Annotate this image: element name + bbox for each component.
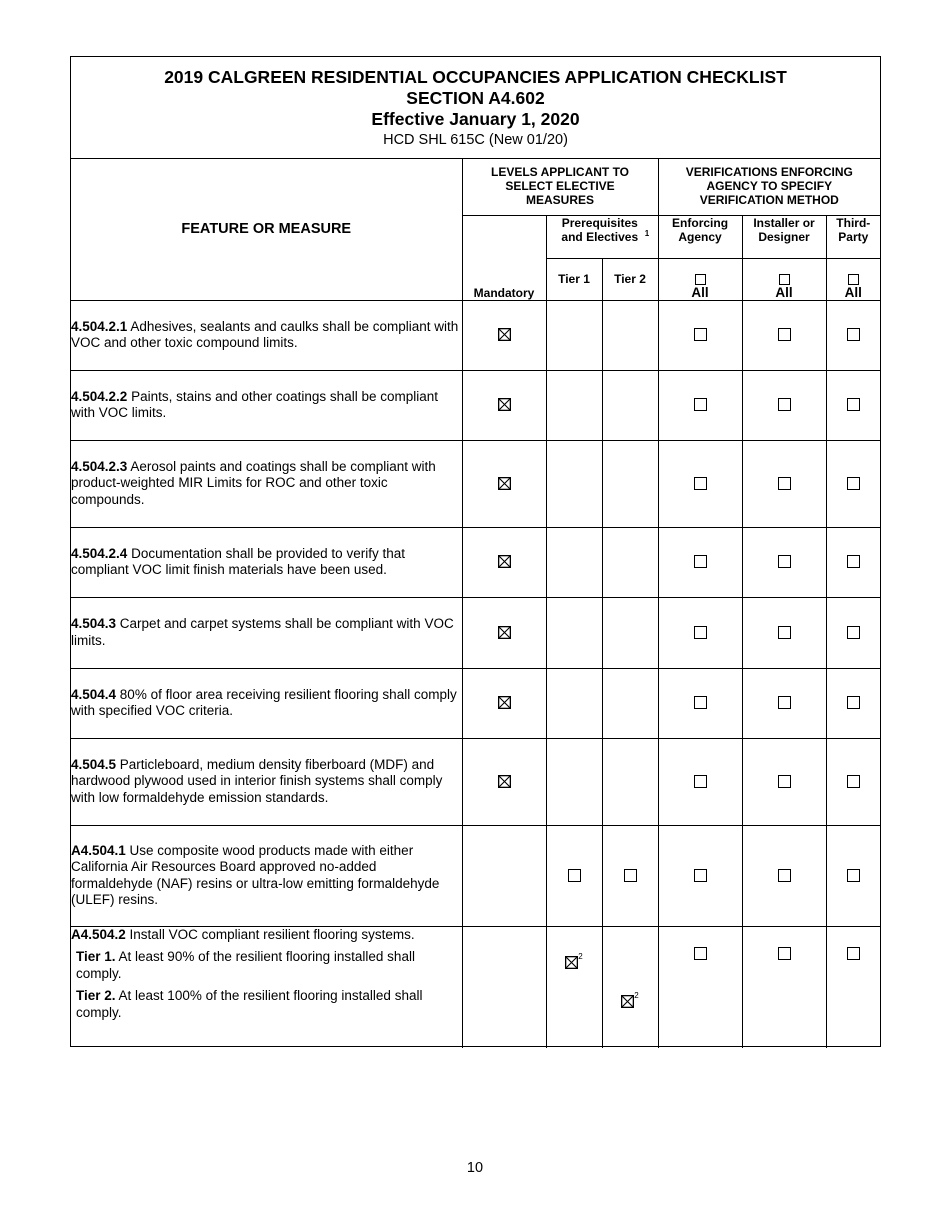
feature-cell: [71, 926, 462, 1048]
feature-text: Install VOC compliant resilient flooring systems.: [125, 926, 415, 942]
table-row: [71, 825, 880, 926]
mandatory-checked-box[interactable]: [498, 555, 511, 568]
enforcing-cell: [658, 738, 742, 825]
mandatory-header: Mandatory: [462, 215, 546, 300]
footnote-1: 1: [644, 228, 650, 238]
tier2-checkbox[interactable]: [624, 869, 637, 882]
third-party-checkbox[interactable]: [847, 398, 860, 411]
enforcing-checkbox[interactable]: [694, 696, 707, 709]
feature-code: 4.504.2.3: [71, 458, 128, 474]
section-title: SECTION A4.602: [406, 88, 545, 108]
effective-date: Effective January 1, 2020: [371, 109, 580, 129]
installer-cell: [742, 825, 826, 926]
feature-header: FEATURE OR MEASURE: [71, 158, 462, 300]
installer-checkbox[interactable]: [778, 775, 791, 788]
installer-header-text: Installer or Designer: [753, 215, 815, 244]
installer-cell: [742, 597, 826, 668]
installer-cell: [742, 527, 826, 597]
mandatory-cell: [462, 738, 546, 825]
third-party-cell: [826, 738, 880, 825]
installer-checkbox[interactable]: [778, 398, 791, 411]
enforcing-all-label: All: [691, 284, 709, 300]
installer-header: [742, 215, 826, 258]
tier1-checked-box[interactable]: [565, 956, 578, 969]
third-party-header: [826, 215, 880, 258]
installer-cell: [742, 926, 826, 1048]
third-party-all-checkbox[interactable]: [848, 274, 859, 285]
mandatory-checked-box[interactable]: [498, 775, 511, 788]
enforcing-cell: [658, 668, 742, 738]
third-party-checkbox[interactable]: [847, 947, 860, 960]
feature-cell: [71, 668, 462, 738]
feature-cell: [71, 300, 462, 370]
installer-all-checkbox[interactable]: [779, 274, 790, 285]
verifications-header-text: VERIFICATIONS ENFORCING AGENCY TO SPECIFY VERIFICATION METHOD: [685, 165, 853, 208]
page-number: 10: [466, 1160, 484, 1176]
tier2-checked-box[interactable]: [621, 995, 634, 1008]
tier1-cell: [546, 527, 602, 597]
mandatory-checked-box[interactable]: [498, 477, 511, 490]
feature-text: Aerosol paints and coatings shall be compliant with product-weighted MIR Limits for ROC and other toxic compounds.: [71, 458, 436, 507]
installer-cell: [742, 668, 826, 738]
feature-cell: [71, 825, 462, 926]
third-party-checkbox[interactable]: [847, 775, 860, 788]
tier2-cell: [602, 597, 658, 668]
enforcing-cell: [658, 926, 742, 1048]
feature-text: 80% of floor area receiving resilient flooring shall comply with specified VOC criteria.: [71, 686, 457, 718]
third-party-cell: [826, 370, 880, 440]
feature-text: Particleboard, medium density fiberboard (MDF) and hardwood plywood used in interior finish systems shall comply with low formaldehyde emission standards.: [71, 756, 443, 805]
third-party-cell: [826, 926, 880, 1048]
mandatory-cell: [462, 527, 546, 597]
table-row: [71, 597, 880, 668]
third-party-checkbox[interactable]: [847, 477, 860, 490]
document-title: 2019 CALGREEN RESIDENTIAL OCCUPANCIES APPLICATION CHECKLIST: [164, 67, 787, 87]
feature-cell: [71, 527, 462, 597]
feature-text: Carpet and carpet systems shall be compliant with VOC limits.: [71, 616, 454, 648]
feature-code: 4.504.4: [71, 686, 117, 702]
tier1-cell: [546, 825, 602, 926]
feature-cell: [71, 440, 462, 527]
tier2-cell: [602, 926, 658, 1048]
third-party-all-select[interactable]: [826, 258, 880, 300]
installer-cell: [742, 300, 826, 370]
third-party-cell: [826, 825, 880, 926]
checklist-frame: [70, 56, 881, 1047]
tier2-cell: [602, 738, 658, 825]
table-row: [71, 370, 880, 440]
tier1-cell: [546, 926, 602, 1048]
feature-text: Use composite wood products made with either California Air Resources Board approved no-added formaldehyde (NAF) resins or ultra-low emitting formaldehyde (ULEF) resins.: [71, 842, 440, 907]
installer-checkbox[interactable]: [778, 947, 791, 960]
third-party-cell: [826, 597, 880, 668]
enforcing-checkbox[interactable]: [694, 328, 707, 341]
installer-cell: [742, 370, 826, 440]
feature-code: 4.504.5: [71, 756, 117, 772]
tier1-header: Tier 1: [546, 258, 602, 300]
enforcing-all-checkbox[interactable]: [695, 274, 706, 285]
enforcing-cell: [658, 300, 742, 370]
footnote-2: 2: [634, 990, 639, 1000]
installer-cell: [742, 440, 826, 527]
feature-cell: [71, 738, 462, 825]
enforcing-cell: [658, 825, 742, 926]
levels-header: [462, 158, 658, 215]
mandatory-cell: [462, 300, 546, 370]
tier2-cell: [602, 668, 658, 738]
tier1-label: Tier 1.: [76, 949, 116, 964]
tier1-description: [71, 949, 462, 982]
tier2-cell: [602, 300, 658, 370]
mandatory-checked-box[interactable]: [498, 696, 511, 709]
feature-code: 4.504.2.2: [71, 388, 128, 404]
enforcing-cell: [658, 597, 742, 668]
title-block: [71, 57, 880, 159]
tier2-text: At least 100% of the resilient flooring installed shall comply.: [76, 988, 423, 1020]
feature-cell: [71, 597, 462, 668]
enforcing-checkbox[interactable]: [694, 477, 707, 490]
third-party-header-text: Third-Party: [836, 215, 871, 244]
mandatory-cell: [462, 370, 546, 440]
enforcing-checkbox[interactable]: [694, 398, 707, 411]
mandatory-cell: [462, 926, 546, 1048]
feature-code: A4.504.1: [71, 842, 126, 858]
tier2-cell: [602, 370, 658, 440]
enforcing-checkbox[interactable]: [694, 555, 707, 568]
tier1-cell: [546, 738, 602, 825]
feature-text: Adhesives, sealants and caulks shall be compliant with VOC and other toxic compound limits.: [71, 318, 459, 350]
third-party-checkbox[interactable]: [847, 696, 860, 709]
tier2-cell: [602, 527, 658, 597]
mandatory-cell: [462, 440, 546, 527]
mandatory-cell: [462, 668, 546, 738]
mandatory-cell: [462, 825, 546, 926]
installer-all-select[interactable]: [742, 258, 826, 300]
tier1-cell: [546, 300, 602, 370]
installer-cell: [742, 738, 826, 825]
feature-code: 4.504.2.4: [71, 545, 128, 561]
prereq-header: [546, 215, 658, 258]
third-party-checkbox[interactable]: [847, 555, 860, 568]
installer-checkbox[interactable]: [778, 869, 791, 882]
table-row: [71, 668, 880, 738]
enforcing-checkbox[interactable]: [694, 775, 707, 788]
mandatory-checked-box[interactable]: [498, 398, 511, 411]
tier1-checkbox[interactable]: [568, 869, 581, 882]
feature-code: 4.504.2.1: [71, 318, 128, 334]
table-row: [71, 300, 880, 370]
mandatory-cell: [462, 597, 546, 668]
tier1-cell: [546, 370, 602, 440]
verifications-header: [658, 158, 880, 215]
enforcing-header: [658, 215, 742, 258]
feature-code: 4.504.3: [71, 616, 117, 631]
table-row: [71, 738, 880, 825]
prereq-header-text: Prerequisites and Electives: [561, 215, 639, 244]
enforcing-cell: [658, 370, 742, 440]
enforcing-checkbox[interactable]: [694, 869, 707, 882]
feature-text: Paints, stains and other coatings shall be compliant with VOC limits.: [71, 388, 438, 420]
installer-checkbox[interactable]: [778, 696, 791, 709]
enforcing-checkbox[interactable]: [694, 947, 707, 960]
third-party-all-label: All: [844, 284, 862, 300]
table-row: [71, 926, 880, 1048]
tier2-header: Tier 2: [602, 258, 658, 300]
footnote-2: 2: [578, 951, 583, 961]
tier1-cell: [546, 440, 602, 527]
feature-text: Documentation shall be provided to verify that compliant VOC limit finish materials have been used.: [71, 545, 405, 577]
enforcing-cell: [658, 527, 742, 597]
tier2-description: [71, 988, 462, 1021]
third-party-checkbox[interactable]: [847, 328, 860, 341]
installer-checkbox[interactable]: [778, 328, 791, 341]
enforcing-cell: [658, 440, 742, 527]
third-party-checkbox[interactable]: [847, 869, 860, 882]
table-row: [71, 527, 880, 597]
levels-header-text: LEVELS APPLICANT TO SELECT ELECTIVE MEASURES: [491, 165, 630, 208]
installer-checkbox[interactable]: [778, 477, 791, 490]
feature-cell: [71, 370, 462, 440]
form-id: HCD SHL 615C (New 01/20): [383, 132, 568, 148]
installer-checkbox[interactable]: [778, 626, 791, 639]
checklist-table: [71, 158, 880, 1048]
third-party-checkbox[interactable]: [847, 626, 860, 639]
enforcing-header-text: Enforcing Agency: [672, 215, 729, 244]
installer-checkbox[interactable]: [778, 555, 791, 568]
tier2-label: Tier 2.: [76, 988, 116, 1003]
enforcing-checkbox[interactable]: [694, 626, 707, 639]
table-row: [71, 440, 880, 527]
third-party-cell: [826, 668, 880, 738]
tier2-cell: [602, 440, 658, 527]
third-party-cell: [826, 527, 880, 597]
feature-code: A4.504.2: [71, 926, 126, 942]
tier1-text: At least 90% of the resilient flooring installed shall comply.: [76, 949, 415, 981]
tier2-cell: [602, 825, 658, 926]
third-party-cell: [826, 300, 880, 370]
tier1-cell: [546, 597, 602, 668]
mandatory-checked-box[interactable]: [498, 626, 511, 639]
enforcing-all-select[interactable]: [658, 258, 742, 300]
tier1-cell: [546, 668, 602, 738]
third-party-cell: [826, 440, 880, 527]
mandatory-checked-box[interactable]: [498, 328, 511, 341]
installer-all-label: All: [775, 284, 793, 300]
